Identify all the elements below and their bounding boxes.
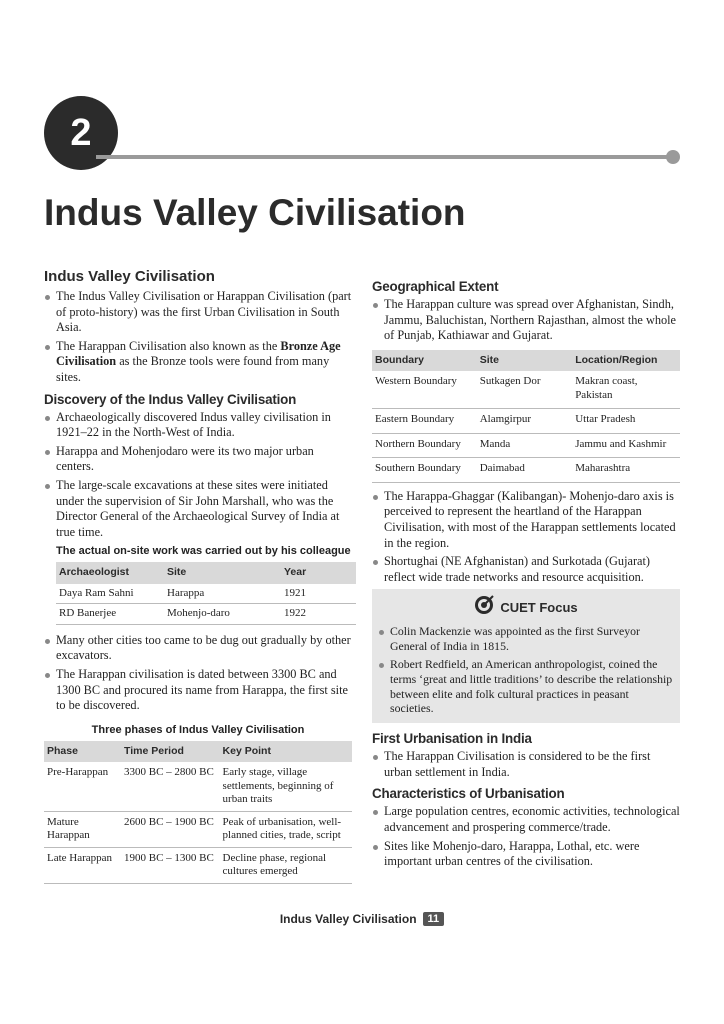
table-cell: Mohenjo-daro — [164, 604, 281, 625]
bronze-text-post: as the Bronze tools were found from many sites. — [56, 354, 330, 384]
column-header: Phase — [44, 741, 121, 763]
discovery-list — [44, 410, 352, 541]
boundary-table — [372, 350, 680, 483]
table-cell: Daya Ram Sahni — [56, 584, 164, 604]
table-header-row — [56, 562, 356, 584]
chapter-rule — [96, 155, 674, 159]
column-header: Year — [281, 562, 356, 584]
table-cell: Alamgirpur — [477, 409, 572, 434]
list-item: Shortughai (NE Afghanistan) and Surkotada (Gujarat) reflect wide trade networks and resource acquisition. — [372, 554, 680, 585]
geo-list — [372, 297, 680, 344]
list-item: The Indus Valley Civilisation or Harappan Civilisation (part of proto-history) was the first Urban Civilisation in South Asia. — [44, 289, 352, 336]
table-cell: Harappa — [164, 584, 281, 604]
cuet-focus-title: CUET Focus — [500, 600, 578, 616]
table-cell: 2600 BC – 1900 BC — [121, 811, 220, 847]
column-header: Location/Region — [572, 350, 680, 372]
bronze-text-bold: Bronze Age Civilisation — [56, 338, 341, 369]
list-item: The Harappa-Ghaggar (Kalibangan)- Mohenjo-daro axis is perceived to represent the heartland of the Harappan Civilisation, with most of the Harappan settlements located in the region. — [372, 489, 680, 551]
section-heading-discovery: Discovery of the Indus Valley Civilisation — [44, 391, 297, 407]
table-cell: Peak of urbanisation, well-planned cities, trade, script — [220, 811, 352, 847]
table-row — [372, 409, 680, 434]
section-heading-characteristics: Characteristics of Urbanisation — [372, 786, 565, 802]
table-header-row — [44, 741, 352, 763]
table-cell: Makran coast, Pakistan — [572, 371, 680, 409]
table-row — [372, 458, 680, 483]
table-cell: Sutkagen Dor — [477, 371, 572, 409]
column-header: Time Period — [121, 741, 220, 763]
list-item: Many other cities too came to be dug out gradually by other excavators. — [44, 633, 352, 664]
table-cell: Mature Harappan — [44, 811, 121, 847]
page-footer — [0, 912, 724, 926]
table-cell: 1921 — [281, 584, 356, 604]
bronze-text-pre: The Harappan Civilisation also known as the — [56, 338, 281, 353]
phases-table — [44, 741, 352, 884]
characteristics-list — [372, 804, 680, 869]
table-row — [372, 371, 680, 409]
table-cell: Southern Boundary — [372, 458, 477, 483]
column-header: Archaeologist — [56, 562, 164, 584]
cuet-focus-header — [378, 595, 674, 620]
table-cell: Maharashtra — [572, 458, 680, 483]
table-cell: 1900 BC – 1300 BC — [121, 847, 220, 883]
table-cell: 1922 — [281, 604, 356, 625]
table-cell: Early stage, village settlements, beginning of urban traits — [220, 762, 352, 811]
axis-list — [372, 489, 680, 586]
left-column — [44, 268, 352, 888]
page-number: 11 — [423, 912, 445, 926]
onsite-caption: The actual on-site work was carried out by his colleague — [56, 545, 351, 558]
right-column — [372, 279, 680, 873]
table-cell: Decline phase, regional cultures emerged — [220, 847, 352, 883]
table-row — [56, 584, 356, 604]
list-item: Robert Redfield, an American anthropologist, coined the terms ‘great and little traditions’ to describe the relationship between elite and folk cultural practices in peasant societies. — [378, 657, 674, 716]
table-cell: Manda — [477, 433, 572, 458]
list-item: The Harappan civilisation is dated between 3300 BC and 1300 BC and procured its name from Harappa, the first site to be discovered. — [44, 667, 352, 714]
table-cell: Northern Boundary — [372, 433, 477, 458]
section-heading-first-urban: First Urbanisation in India — [372, 731, 532, 747]
table-row — [44, 811, 352, 847]
section-heading-ivc: Indus Valley Civilisation — [44, 268, 215, 285]
cuet-focus-box — [372, 589, 680, 723]
table-cell: Uttar Pradesh — [572, 409, 680, 434]
list-item: The Harappan culture was spread over Afghanistan, Sindh, Jammu, Baluchistan, Northern Rajasthan, almost the whole of Punjab, Kathiawar and Gujarat. — [372, 297, 680, 344]
list-item: Archaeologically discovered Indus valley civilisation in 1921–22 in the North-West of India. — [44, 410, 352, 441]
chapter-title: Indus Valley Civilisation — [44, 192, 466, 233]
list-item: Harappa and Mohenjodaro were its two major urban centers. — [44, 444, 352, 475]
footer-title: Indus Valley Civilisation — [279, 912, 417, 926]
list-item: Sites like Mohenjo-daro, Harappa, Lothal, etc. were important urban centres of the civilisation. — [372, 839, 680, 870]
table-cell: Late Harappan — [44, 847, 121, 883]
first-urban-list — [372, 749, 680, 780]
table-cell: RD Banerjee — [56, 604, 164, 625]
table-cell: Jammu and Kashmir — [572, 433, 680, 458]
chapter-rule-dot — [666, 150, 680, 164]
list-item-bronze — [44, 339, 352, 386]
target-icon — [474, 595, 494, 620]
column-header: Site — [164, 562, 281, 584]
table-header-row — [372, 350, 680, 372]
chapter-number: 2 — [70, 111, 92, 154]
table-cell: Pre-Harappan — [44, 762, 121, 811]
table-cell: 3300 BC – 2800 BC — [121, 762, 220, 811]
list-item: The Harappan Civilisation is considered to be the first urban settlement in India. — [372, 749, 680, 780]
section-heading-geo: Geographical Extent — [372, 279, 499, 294]
list-item: Colin Mackenzie was appointed as the first Surveyor General of India in 1815. — [378, 624, 674, 654]
phases-caption: Three phases of Indus Valley Civilisation — [91, 723, 305, 736]
cuet-list — [378, 624, 674, 716]
table-cell: Western Boundary — [372, 371, 477, 409]
list-item: Large population centres, economic activities, technological advancement and prospering commerce/trade. — [372, 804, 680, 835]
more-list — [44, 633, 352, 714]
table-row — [56, 604, 356, 625]
column-header: Key Point — [220, 741, 352, 763]
table-row — [44, 847, 352, 883]
column-header: Boundary — [372, 350, 477, 372]
table-cell: Daimabad — [477, 458, 572, 483]
table-row — [44, 762, 352, 811]
list-item: The large-scale excavations at these sites were initiated under the supervision of Sir John Marshall, who was the Director General of the Archaeological Survey of India at true time. — [44, 478, 352, 540]
table-row — [372, 433, 680, 458]
table-cell: Eastern Boundary — [372, 409, 477, 434]
column-header: Site — [477, 350, 572, 372]
archaeologist-table — [56, 562, 356, 625]
intro-list — [44, 289, 352, 386]
